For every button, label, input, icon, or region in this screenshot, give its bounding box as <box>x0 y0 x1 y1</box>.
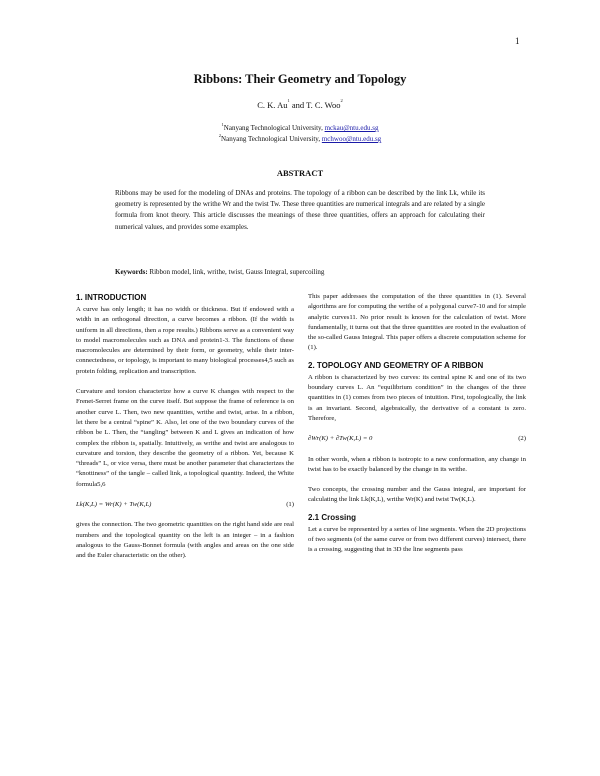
affiliation-1 <box>0 124 600 132</box>
keywords <box>115 268 485 276</box>
affiliation-2 <box>0 135 600 143</box>
equation-1-formula: Lk(K,L) = Wr(K) + Tw(K,L) <box>76 501 152 509</box>
affiliation-2-email[interactable]: mchwoo@ntu.edu.sg <box>321 135 382 143</box>
page-number: 1 <box>515 36 520 46</box>
abstract-heading: ABSTRACT <box>276 168 324 178</box>
abstract-text: Ribbons may be used for the modeling of DNAs and proteins. The topology of a ribbon can be described by the link Lk, while its geometry is represented by the writhe Wr and the twist Tw. These three quantities are numerical integrals and are related by a single formula from knot theory. This article discusses the meanings of these three quantities, offers an approach for calculating their numerical values, and provides some examples. <box>115 189 485 231</box>
intro-paragraph-3: gives the connection. The two geometric quantities on the right hand side are real numbers and the topological quantity on the left is an integer – in a fashion analogous to the Gauss-Bonnet formula (with angles and areas on the one side and the Euler characteristic on the other). <box>76 521 294 560</box>
right-column <box>308 292 526 556</box>
affiliation-2-sup: 2 <box>218 133 222 138</box>
author-and: and <box>289 100 307 110</box>
affiliation-1-inst: Nanyang Technological University, <box>223 124 325 132</box>
equation-1 <box>76 500 294 510</box>
affiliation-1-sup: 1 <box>221 122 224 127</box>
equation-2 <box>308 434 526 444</box>
section-2-1-paragraph-1: Let a curve be represented by a series of line segments. When the 2D projections of two segments (of the same curve or from two different curves) intersect, there is a crossing, suggesting that in 3D the line segments pass <box>308 525 526 554</box>
right-paragraph-1: This paper addresses the computation of the three quantities in (1). Several algorithms are for computing the writhe of a polygonal curve7-10 and for simple analytic curves11. No prior result is known for the calculation of twist. More fundamentally, it turns out that the three quantities are rooted in the evaluation of the so-called Gauss Integral. This paper offers a discrete computation scheme for (1). <box>308 293 526 352</box>
section-2-paragraph-2: In other words, when a ribbon is isotropic to a new conformation, any change in twist has to be exactly balanced by the change in its writhe. <box>308 455 526 473</box>
author-2-sup: 2 <box>340 98 343 103</box>
section-2-paragraph-1: A ribbon is characterized by two curves: its central spine K and one of its two boundary curves L. An “equilibrium condition” in the changes of the three quantities in (1) comes from two pieces of intuition. First, topologically, the link is an invariant. Second, algebraically, the derivative of a constant is zero. Therefore, <box>308 373 526 422</box>
keywords-label: Keywords: <box>115 268 148 276</box>
section-1-heading: 1. INTRODUCTION <box>76 293 147 302</box>
section-2-paragraph-3: Two concepts, the crossing number and the Gauss integral, are important for calculating the link Lk(K,L), writhe Wr(K) and twist Tw(K,L). <box>308 486 526 504</box>
author-2: T. C. Woo <box>306 100 341 110</box>
section-2-1-heading: 2.1 Crossing <box>308 512 357 522</box>
left-column <box>76 292 294 562</box>
authors <box>0 100 600 110</box>
author-1: C. K. Au <box>257 100 288 110</box>
section-2-heading: 2. TOPOLOGY AND GEOMETRY OF A RIBBON <box>308 360 484 370</box>
intro-paragraph-2: Curvature and torsion characterize how a curve K changes with respect to the Frenet-Serret frame on the curve itself. But suppose the frame of reference is on another curve L. Then, two new quantities, writhe and twist, arise. In a ribbon, let there be a central “spine” K. Also, let one of the two boundary curves of the ribbon be L. Then, the “tangling” between K and L gives an indication of how complex the ribbon is, spatially. Intuitively, as writhe and twist are analogous to curvature and torsion, they describe the geometry of a ribbon. Yet, because K “threads” L, or vice versa, there must be another parameter that characterizes the “knottiness” of the tangle – called link, a topological quantity. Indeed, the White formula5,6 <box>76 388 294 488</box>
keywords-text: Ribbon model, link, writhe, twist, Gauss Integral, supercoiling <box>147 268 325 276</box>
equation-2-number: (2) <box>518 435 526 443</box>
affiliation-2-inst: Nanyang Technological University, <box>221 135 322 143</box>
equation-2-formula: ∂Wr(K) + ∂Tw(K,L) = 0 <box>308 435 373 443</box>
affiliation-1-email[interactable]: mckau@ntu.edu.sg <box>324 124 379 132</box>
paper-title: Ribbons: Their Geometry and Topology <box>193 72 407 86</box>
equation-1-number: (1) <box>286 501 294 509</box>
intro-paragraph-1: A curve has only length; it has no width or thickness. But if endowed with a width in an orthogonal direction, a curve becomes a ribbon. (If the width is uniform in all directions, then a rope results.) Ribbons serve as a convenient way to model macromolecules such as DNA and protein1-3. The functions of these macromolecules are determined by their form, or geometry, while their inter-connectedness, or topology, is important to many biological processes4,5 such as protein folding, replication and transcription. <box>76 306 294 375</box>
author-1-sup: 1 <box>287 98 290 103</box>
